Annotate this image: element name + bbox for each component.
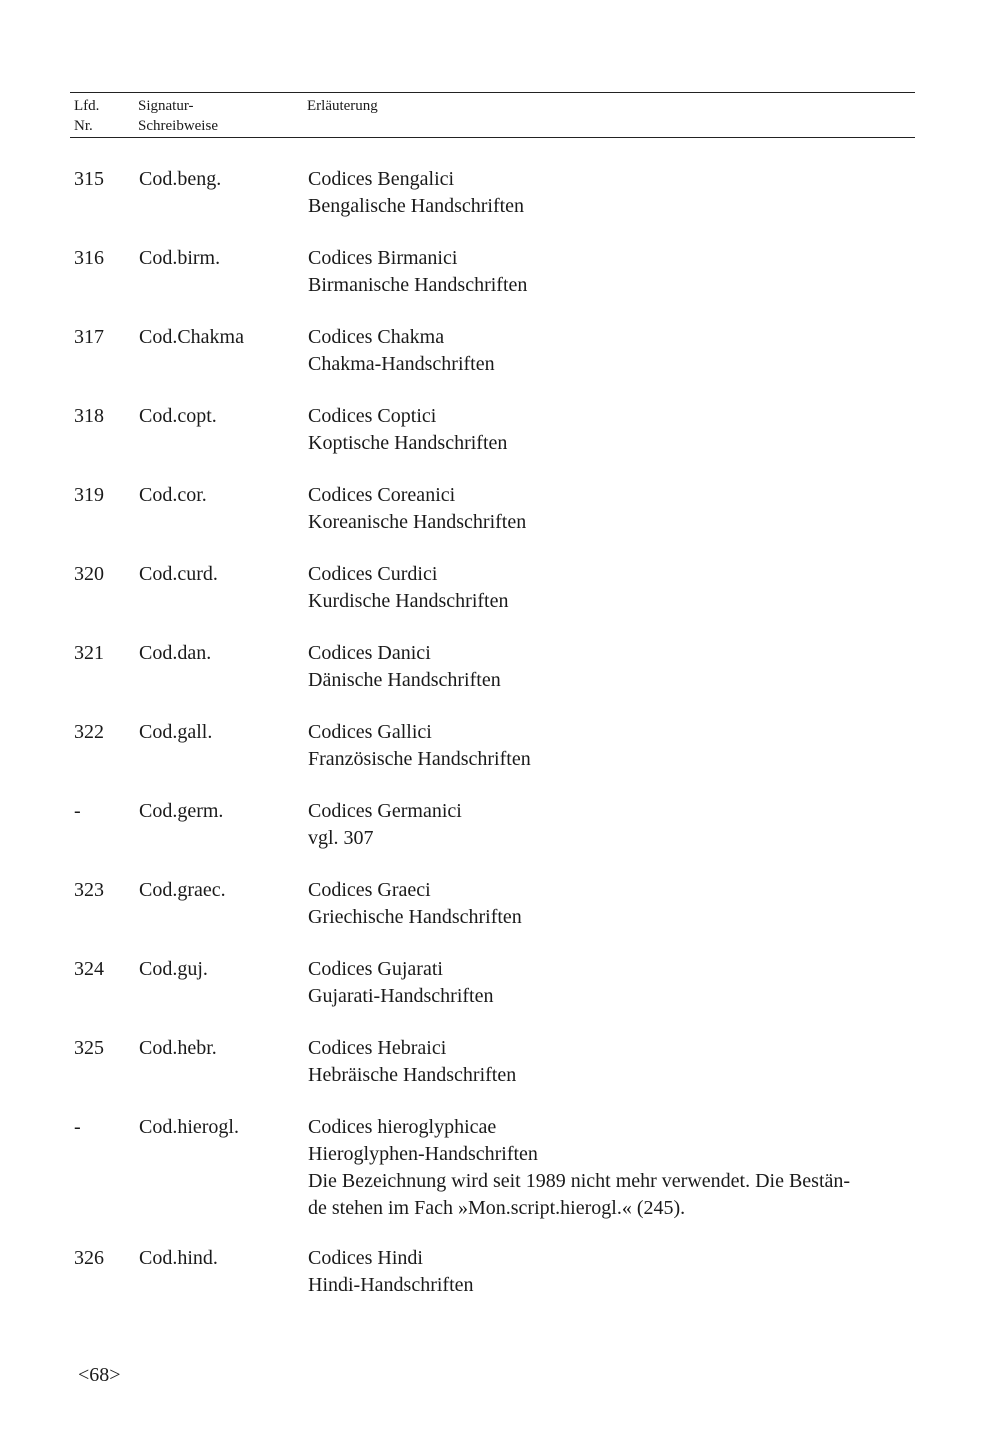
entry-description-line: Französische Handschriften	[308, 748, 531, 770]
entry-description-line: Codices Curdici	[308, 563, 438, 585]
entry-description-line: de stehen im Fach »Mon.script.hierogl.« (245).	[308, 1197, 686, 1219]
header-erlaeuterung	[307, 96, 378, 116]
entry-number: -	[74, 1116, 81, 1138]
entry-description-line: Codices Gujarati	[308, 958, 443, 980]
entry-number: 326	[74, 1247, 104, 1269]
entry-number: 318	[74, 405, 104, 427]
entry-description	[308, 1245, 918, 1299]
entry-description-line: Koreanische Handschriften	[308, 511, 527, 533]
entry-description	[308, 561, 918, 615]
entry-number: -	[74, 800, 81, 822]
entry-description-line: Codices hieroglyphicae	[308, 1116, 497, 1138]
entry-description	[308, 877, 918, 931]
entry-description-line: Hieroglyphen-Handschriften	[308, 1143, 538, 1165]
entry-description-line: Codices Birmanici	[308, 247, 458, 269]
page-number: <68>	[78, 1364, 121, 1386]
entry-signatur: Cod.curd.	[139, 563, 218, 585]
entry-description-line: Bengalische Handschriften	[308, 195, 525, 217]
entry-number: 320	[74, 563, 104, 585]
header-nr-line2: Nr.	[74, 118, 93, 134]
entry-description	[308, 482, 918, 536]
entry-description	[308, 166, 918, 220]
entry-description-line: Griechische Handschriften	[308, 906, 522, 928]
header-bottom-rule	[70, 137, 915, 138]
entry-description	[308, 640, 918, 694]
header-nr	[74, 96, 99, 136]
entry-number: 324	[74, 958, 104, 980]
entry-signatur: Cod.hind.	[139, 1247, 218, 1269]
entry-description-line: Codices Coreanici	[308, 484, 456, 506]
header-erlaeuterung-label: Erläuterung	[307, 98, 378, 114]
entry-description-line: Dänische Handschriften	[308, 669, 501, 691]
entry-signatur: Cod.Chakma	[139, 326, 244, 348]
entry-number: 323	[74, 879, 104, 901]
entry-signatur: Cod.beng.	[139, 168, 222, 190]
entry-number: 321	[74, 642, 104, 664]
entry-description-line: Hindi-Handschriften	[308, 1274, 474, 1296]
entry-description-line: Codices Bengalici	[308, 168, 455, 190]
entry-description	[308, 245, 918, 299]
entry-signatur: Cod.gall.	[139, 721, 213, 743]
entry-number: 322	[74, 721, 104, 743]
entry-description-line: Codices Coptici	[308, 405, 437, 427]
entry-description-line: Gujarati-Handschriften	[308, 985, 494, 1007]
entry-description	[308, 798, 918, 852]
header-nr-line1: Lfd.	[74, 98, 100, 114]
entry-number: 315	[74, 168, 104, 190]
entry-signatur: Cod.copt.	[139, 405, 217, 427]
entry-description-line: Chakma-Handschriften	[308, 353, 495, 375]
entry-description-line: Kurdische Handschriften	[308, 590, 509, 612]
header-signatur	[138, 96, 218, 136]
entry-description-line: Codices Gallici	[308, 721, 432, 743]
entry-description-line: Codices Hindi	[308, 1247, 423, 1269]
entry-description	[308, 324, 918, 378]
entry-description	[308, 719, 918, 773]
entry-signatur: Cod.hierogl.	[139, 1116, 239, 1138]
entry-number: 317	[74, 326, 104, 348]
header-top-rule	[70, 92, 915, 93]
entry-number: 316	[74, 247, 104, 269]
entry-description-line: Koptische Handschriften	[308, 432, 508, 454]
entry-description	[308, 956, 918, 1010]
entry-signatur: Cod.dan.	[139, 642, 212, 664]
header-signatur-line2: Schreibweise	[138, 118, 218, 134]
entry-signatur: Cod.cor.	[139, 484, 207, 506]
header-signatur-line1: Signatur-	[138, 98, 194, 114]
entry-signatur: Cod.guj.	[139, 958, 208, 980]
entry-description-line: Codices Germanici	[308, 800, 462, 822]
entry-description	[308, 1035, 918, 1089]
entry-signatur: Cod.hebr.	[139, 1037, 217, 1059]
entry-number: 319	[74, 484, 104, 506]
entry-description-line: Codices Danici	[308, 642, 431, 664]
entry-signatur: Cod.birm.	[139, 247, 221, 269]
entry-description-line: Die Bezeichnung wird seit 1989 nicht mehr verwendet. Die Bestän-	[308, 1170, 851, 1192]
entry-description-line: Birmanische Handschriften	[308, 274, 528, 296]
entry-description-line: Codices Graeci	[308, 879, 431, 901]
entry-description	[308, 1114, 918, 1222]
entry-description-line: vgl. 307	[308, 827, 374, 849]
entry-description-line: Hebräische Handschriften	[308, 1064, 517, 1086]
entry-description	[308, 403, 918, 457]
entry-description-line: Codices Chakma	[308, 326, 445, 348]
entry-number: 325	[74, 1037, 104, 1059]
entry-description-line: Codices Hebraici	[308, 1037, 447, 1059]
entry-signatur: Cod.graec.	[139, 879, 226, 901]
entry-signatur: Cod.germ.	[139, 800, 224, 822]
